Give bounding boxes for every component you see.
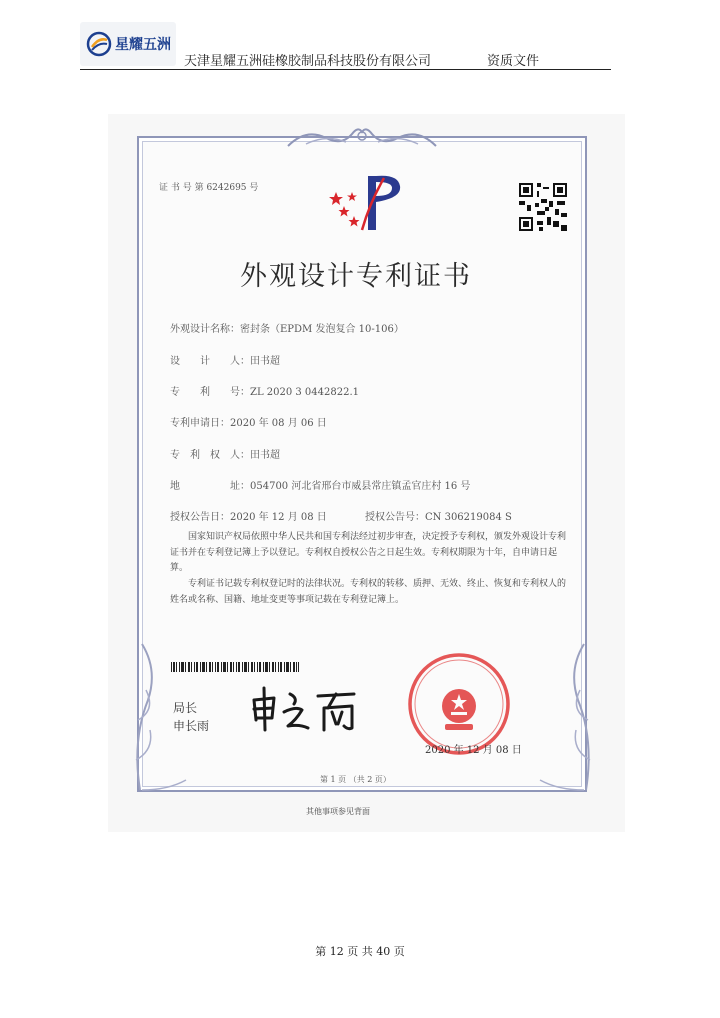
field-value: 2020 年 08 月 06 日	[230, 418, 327, 429]
seal-date: 2020 年 12 月 08 日	[425, 745, 522, 756]
barcode-icon	[171, 662, 299, 672]
certificate-paragraph: 专利证书记载专利权登记时的法律状况。专利权的转移、质押、无效、终止、恢复和专利权人的姓名或名称、国籍、地址变更等事项记载在专利登记簿上。	[170, 579, 567, 605]
field-address	[170, 477, 470, 492]
field-label: 专 利 号：	[170, 387, 250, 398]
logo-icon	[86, 31, 112, 57]
document-type: 资质文件	[487, 54, 540, 69]
logo-text: 星耀五洲	[115, 37, 171, 53]
certificate-paragraph: 国家知识产权局依照中华人民共和国专利法经过初步审查，决定授予专利权，颁发外观设计专利证书并在专利登记簿上予以登记。专利权自授权公告之日起生效。专利权期限为十年，自申请日起算。	[170, 532, 567, 573]
field-label: 专利申请日：	[170, 418, 230, 429]
qr-code-icon	[517, 181, 569, 233]
field-value: 密封条（EPDM 发泡复合 10-106）	[240, 324, 404, 335]
director-title: 局长	[173, 701, 198, 715]
signature-icon	[248, 684, 366, 734]
field-designer	[170, 352, 280, 367]
field-design-name	[170, 320, 404, 335]
certificate-title: 外观设计专利证书	[240, 261, 472, 292]
field-label: 地 址：	[170, 481, 250, 492]
company-logo	[80, 22, 176, 66]
back-side-note: 其他事项参见背面	[306, 807, 370, 816]
field-grant-date	[170, 508, 327, 523]
ornament-icon	[286, 124, 438, 150]
field-application-date	[170, 414, 327, 429]
field-patent-number	[170, 383, 359, 398]
page-number: 第 12 页 共 40 页	[315, 945, 405, 958]
field-value: 054700 河北省邢台市威县常庄镇孟官庄村 16 号	[250, 481, 471, 492]
certificate-page-info: 第 1 页 （共 2 页）	[320, 775, 391, 784]
field-label: 专 利 权 人：	[170, 450, 250, 461]
ornament-icon	[538, 640, 598, 798]
field-value: 2020 年 12 月 08 日	[230, 512, 327, 523]
field-label: 设 计 人：	[170, 356, 250, 367]
field-patentee	[170, 446, 280, 461]
director-name: 申长雨	[173, 719, 210, 733]
field-grant-number	[365, 508, 512, 523]
company-name: 天津星耀五洲硅橡胶制品科技股份有限公司	[184, 54, 432, 69]
field-label: 授权公告日：	[170, 512, 230, 523]
field-value: 田书超	[250, 450, 280, 461]
field-label: 外观设计名称：	[170, 324, 240, 335]
field-value: ZL 2020 3 0442822.1	[250, 387, 360, 398]
field-value: CN 306219084 S	[425, 512, 512, 523]
header-divider	[80, 69, 611, 70]
field-value: 田书超	[250, 356, 280, 367]
patent-emblem-icon	[322, 172, 410, 232]
field-label: 授权公告号：	[365, 512, 425, 523]
certificate-number: 证 书 号 第 6242695 号	[159, 183, 259, 193]
